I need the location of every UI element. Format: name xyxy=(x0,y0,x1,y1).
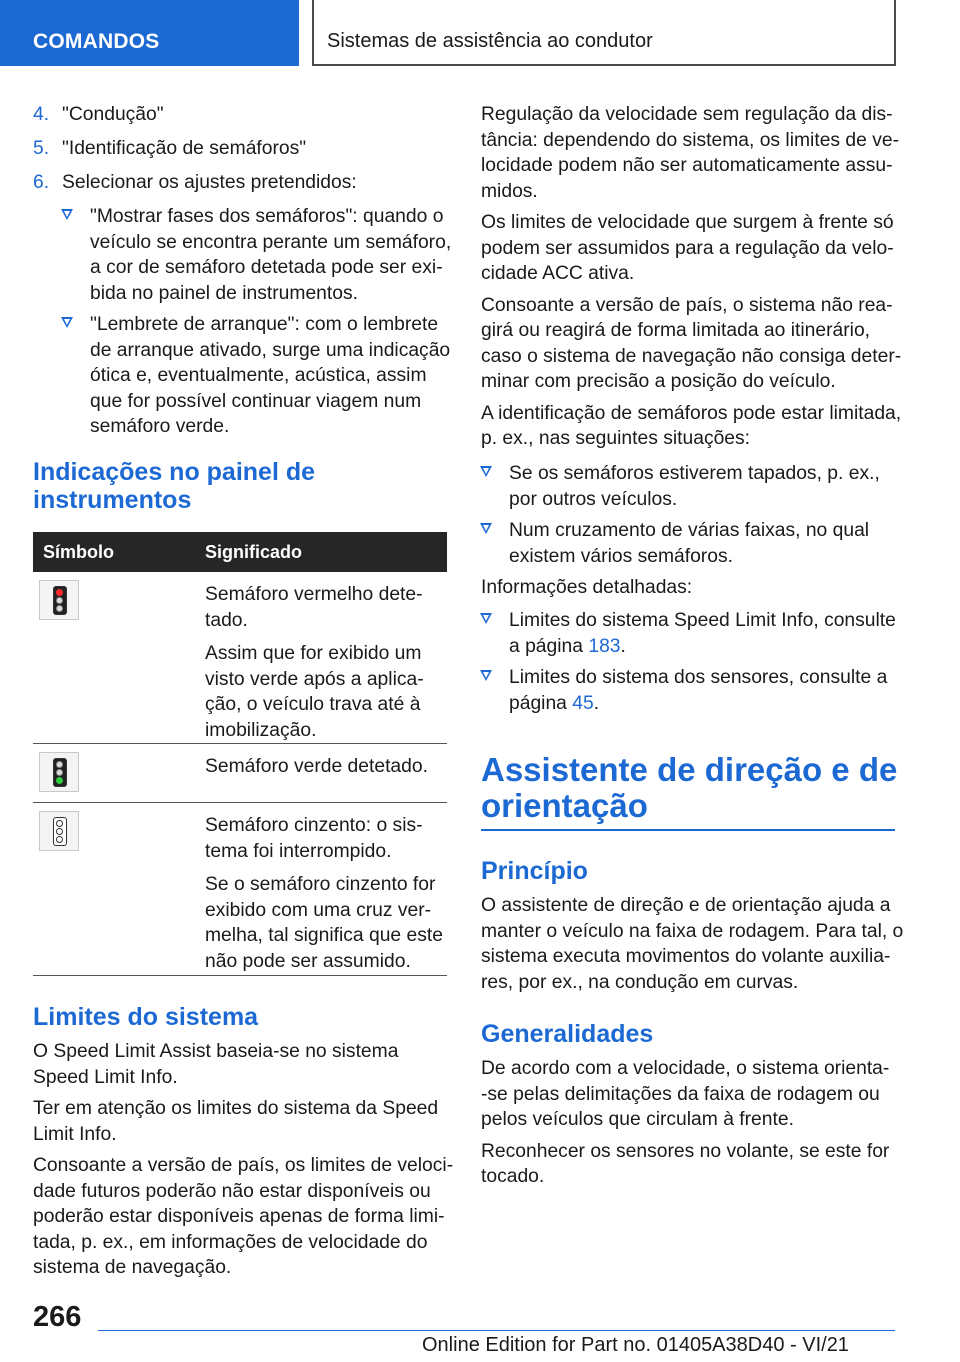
bullet-line: Se os semáforos estiverem tapados, p. ex., xyxy=(509,463,880,484)
bullet-line: de arranque ativado, surge uma indicação xyxy=(90,339,451,361)
para-line: Regulação da velocidade sem regulação da dis- xyxy=(481,104,893,125)
cell-line: melha, tal significa que este xyxy=(205,925,443,946)
footer-edition: Online Edition for Part no. 01405A38D40 - VI/21 xyxy=(422,1334,849,1356)
para-line: p. ex., nas seguintes situações: xyxy=(481,428,751,449)
para-line: minar com precisão a posição do veículo. xyxy=(481,371,836,392)
table-header xyxy=(33,532,447,572)
para-line: res, por ex., na condução em curvas. xyxy=(481,971,799,993)
step-number: 5. xyxy=(33,138,50,159)
triangle-bullet-icon xyxy=(480,613,492,624)
step-number: 4. xyxy=(33,104,50,125)
bullet-line: bida no painel de instrumentos. xyxy=(90,282,358,304)
link-suffix: . xyxy=(593,692,600,714)
general-text xyxy=(481,1056,889,1190)
bullet-line: Num cruzamento de várias faixas, no qual xyxy=(509,520,870,541)
table-divider xyxy=(33,975,447,976)
bullet-line: a cor de semáforo detetada pode ser exi- xyxy=(90,257,443,278)
para-line: Consoante a versão de país, os limites de veloci- xyxy=(33,1155,454,1176)
step-text: "Condução" xyxy=(62,104,164,125)
para-line: tocado. xyxy=(481,1166,545,1187)
bullet-line: "Mostrar fases dos semáforos": quando o xyxy=(90,206,444,227)
para-line: Ter em atenção os limites do sistema da Speed xyxy=(33,1098,439,1119)
traffic-light-red-icon xyxy=(39,580,79,620)
para-line: cidade ACC ativa. xyxy=(481,263,635,284)
cell-line: tado. xyxy=(205,609,248,631)
cell-line: Semáforo verde detetado. xyxy=(205,756,428,777)
step-text: Selecionar os ajustes pretendidos: xyxy=(62,172,357,193)
para-line: tância: dependendo do sistema, os limites de ve- xyxy=(481,129,900,151)
para-line: A identificação de semáforos pode estar limitada, xyxy=(481,402,902,424)
chapter-tab xyxy=(312,0,896,66)
para-line: manter o veículo na faixa de rodagem. Para tal, o xyxy=(481,920,904,942)
right-intro-text xyxy=(481,102,901,452)
para-line: Speed Limit Info. xyxy=(33,1066,178,1088)
para-line: Limit Info. xyxy=(33,1123,117,1145)
heading-line: orientação xyxy=(481,787,648,824)
cell-line: Semáforo vermelho dete- xyxy=(205,584,423,605)
triangle-bullet-icon xyxy=(480,523,492,534)
para-line: De acordo com a velocidade, o sistema orienta- xyxy=(481,1058,890,1079)
heading-limits: Limites do sistema xyxy=(33,1003,259,1031)
principle-text xyxy=(481,893,903,995)
cell-line: tema foi interrompido. xyxy=(205,840,392,862)
para-line: girá ou reagirá de forma limitada ao itinerário, xyxy=(481,320,871,341)
link-suffix: . xyxy=(620,635,626,657)
traffic-light-green-icon xyxy=(39,752,79,792)
para-line: tada, p. ex., em informações de velocidade do xyxy=(33,1231,428,1253)
para-line: podem ser assumidos para a regulação da velo- xyxy=(481,237,894,259)
para-line: locidade podem não ser automaticamente assu- xyxy=(481,155,893,176)
info-label: Informações detalhadas: xyxy=(481,577,693,598)
para-line: Reconhecer os sensores no volante, se este for xyxy=(481,1140,890,1162)
para-line: sistema executa movimentos do volante auxilia- xyxy=(481,946,891,967)
traffic-light-grey-icon xyxy=(39,811,79,851)
para-line: poderão estar disponíveis apenas de forma limi- xyxy=(33,1206,445,1227)
step-text: "Identificação de semáforos" xyxy=(62,138,307,159)
table-cell-meaning xyxy=(205,754,428,780)
table-divider xyxy=(33,802,447,803)
section-tab xyxy=(0,0,299,66)
heading-line: Indicações no painel de xyxy=(33,458,316,486)
bullet-line: por outros veículos. xyxy=(509,488,678,510)
para-line: Os limites de velocidade que surgem à frente só xyxy=(481,212,894,233)
cell-line: ção, o veículo trava até à xyxy=(205,694,421,715)
para-line: midos. xyxy=(481,180,538,202)
section-title: COMANDOS xyxy=(33,30,160,53)
cell-line: Semáforo cinzento: o sis- xyxy=(205,815,423,836)
table-cell-meaning xyxy=(205,582,424,743)
para-line: -se pelas delimitações da faixa de rodagem ou xyxy=(481,1083,880,1105)
triangle-bullet-icon xyxy=(61,317,73,328)
bullet-line: que for possível continuar viagem num xyxy=(90,390,422,412)
bullet-line: "Lembrete de arranque": com o lembrete xyxy=(90,314,439,335)
table-cell-meaning xyxy=(205,813,443,974)
triangle-bullet-icon xyxy=(480,466,492,477)
para-line: dade futuros poderão não estar disponíveis ou xyxy=(33,1180,431,1202)
cell-line: exibido com uma cruz ver- xyxy=(205,899,432,921)
bullet-line: Limites do sistema Speed Limit Info, consulte xyxy=(509,610,896,631)
para-line: O assistente de direção e de orientação ajuda a xyxy=(481,895,891,916)
cell-line: Se o semáforo cinzento for xyxy=(205,874,436,895)
page-number: 266 xyxy=(33,1301,82,1333)
para-line: pelos veículos que circulam à frente. xyxy=(481,1109,794,1130)
col-meaning: Significado xyxy=(205,542,303,562)
bullet-line: semáforo verde. xyxy=(90,416,230,437)
para-line: sistema de navegação. xyxy=(33,1257,232,1278)
heading-panel xyxy=(33,458,315,514)
heading-line: Assistente de direção e de xyxy=(481,751,898,788)
heading-line: instrumentos xyxy=(33,486,192,514)
limits-text xyxy=(33,1039,453,1281)
cell-line: Assim que for exibido um xyxy=(205,643,422,664)
page-link[interactable]: 45 xyxy=(572,692,594,714)
footer-rule xyxy=(98,1330,895,1331)
triangle-bullet-icon xyxy=(480,670,492,681)
link-prefix: página xyxy=(509,692,573,714)
bullet-line: existem vários semáforos. xyxy=(509,545,733,567)
heading-general: Generalidades xyxy=(481,1020,654,1048)
heading-steering-assistant xyxy=(481,752,897,824)
bullet-line xyxy=(509,634,896,660)
triangle-bullet-icon xyxy=(61,209,73,220)
heading-rule xyxy=(481,829,895,831)
para-line: caso o sistema de navegação não consiga deter- xyxy=(481,345,902,367)
bullet-line xyxy=(509,691,887,717)
step-number: 6. xyxy=(33,172,50,193)
bullet-line: veículo se encontra perante um semáforo, xyxy=(90,231,452,253)
col-symbol: Símbolo xyxy=(43,542,114,562)
link-prefix: a página xyxy=(509,635,589,657)
para-line: Consoante a versão de país, o sistema não rea- xyxy=(481,294,893,316)
chapter-title: Sistemas de assistência ao condutor xyxy=(327,30,653,52)
heading-principle: Princípio xyxy=(481,857,588,885)
bullet-line: Limites do sistema dos sensores, consulte a xyxy=(509,667,888,688)
bullet-line: ótica e, eventualmente, acústica, assim xyxy=(90,365,427,386)
cell-line: não pode ser assumido. xyxy=(205,950,411,972)
para-line: O Speed Limit Assist baseia-se no sistema xyxy=(33,1041,399,1062)
page-link[interactable]: 183 xyxy=(588,635,621,657)
cell-line: visto verde após a aplica- xyxy=(205,668,424,690)
cell-line: imobilização. xyxy=(205,719,317,741)
table-divider xyxy=(33,743,447,744)
